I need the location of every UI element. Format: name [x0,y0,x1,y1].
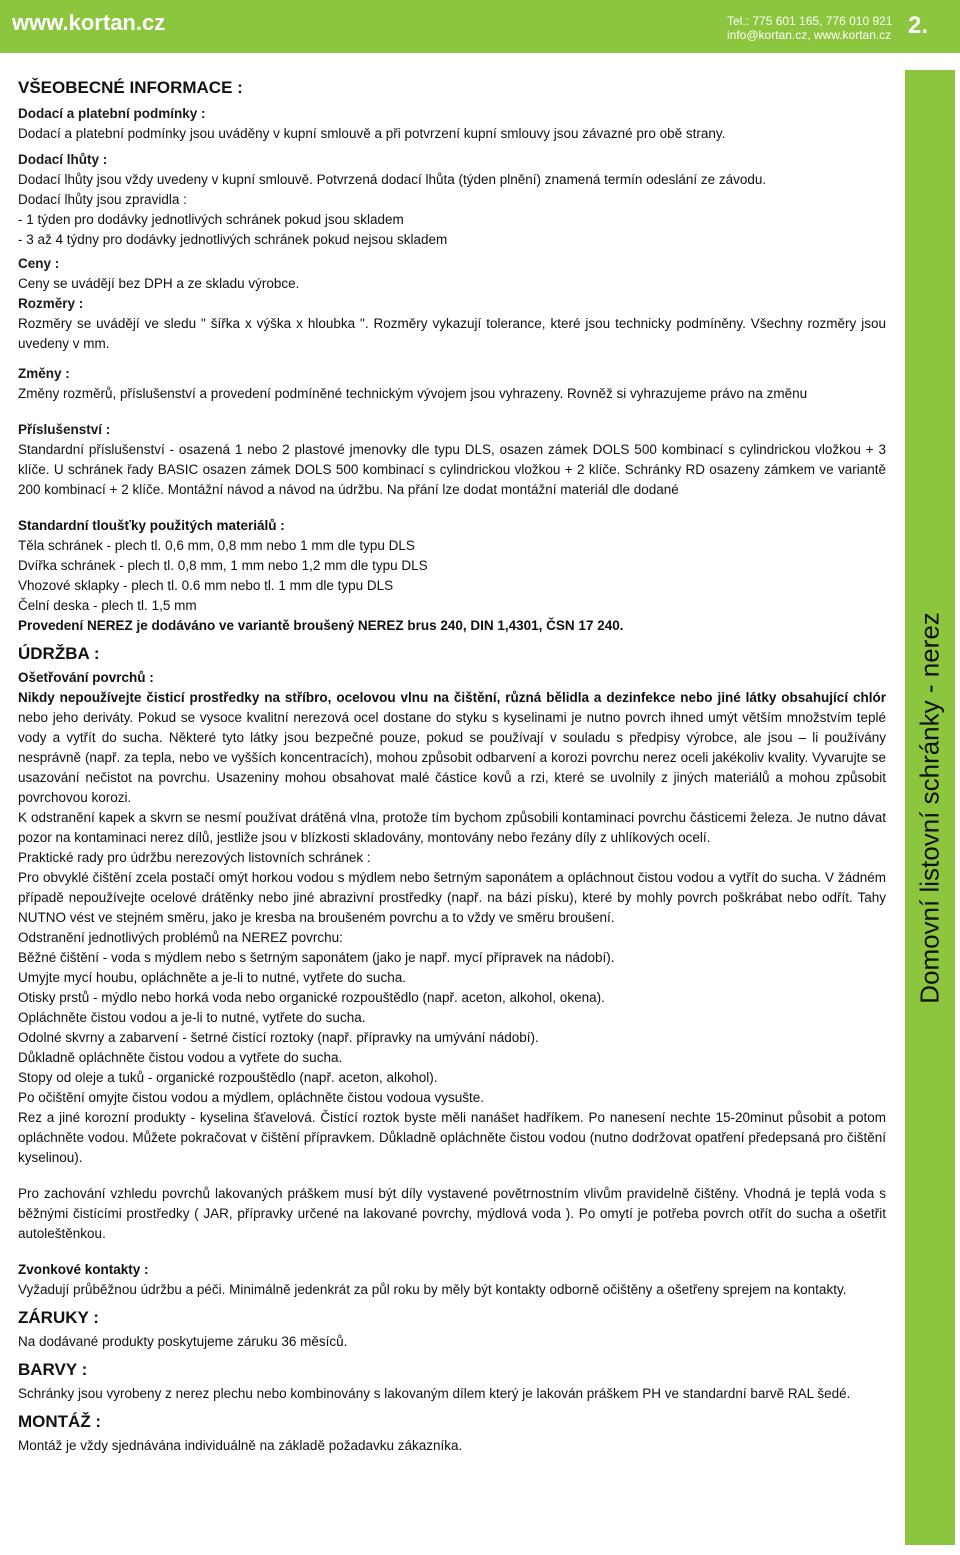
surface-body: nebo jeho deriváty. Pokud se vysoce kvalitní nerezová ocel dostane do styku s kyselinami je nutno povrch ihned umýt větším množstvím teplé vody a vytřít do sucha. Některé tyto látky jsou bezpečné pouze, pokud se používají v souladu s předpisy výrobce, ale jsou – li používány nesprávně (např. za tepla, nebo ve vyšších koncentracích), mohou způsobit odbarvení a korozi povrchu nerez oceli jakékoliv kvality. Vyvarujte se usazování nečistot na povrchu. Usazeniny mohou obsahovat malé částice kovů a rzi, které se uvolnily z jiných materiálů a mohou způsobit povrchovou korozi. [18,710,886,805]
material-line: Vhozové sklapky - plech tl. 0.6 mm nebo tl. 1 mm dle typu DLS [18,578,394,593]
materials-label: Standardní tloušťky použitých materiálů : [18,518,285,533]
tips-text: Pro obvyklé čištění zcela postačí omýt horkou vodou s mýdlem nebo šetrným saponátem a opláchnout čistou vodou a vytřít do sucha. V žádném případě nepoužívejte ocelové drátěnky nebo jiné abrazivní prostředky (např. na bázi písku), které by mohly povrch poškrábat nebo odřít. Tahy NUTNO vést ve stejném směru, jako je kresba na broušeném povrchu a to vždy ve směru broušení. [18,870,886,925]
problem-item: Po očištění omyjte čistou vodou a mýdlem, opláchněte čistou vodoua vysušte. [18,1090,485,1105]
rust-text: Rez a jiné korozní produkty - kyselina šťavelová. Čistící roztok byste měli nanášet hadříkem. Po nanesení nechte 15-20minut působit a potom opláchněte vodou. Můžete pokračovat v čištění přípravkem. Důkladně opláchněte čistou vodou (nutno dodržovat opatření předepsaná pro čištění kyselinou). [18,1110,886,1165]
colors-title: BARVY : [18,1360,88,1379]
surface-warning: Nikdy nepoužívejte čisticí prostředky na stříbro, ocelovou vlnu na čištění, různá bělidla a dezinfekce nebo jiné látky obsahující chlór [18,690,886,705]
material-line: Čelní deska - plech tl. 1,5 mm [18,598,197,613]
lead-time-label: Dodací lhůty : [18,152,108,167]
accessories-text: Standardní příslušenství - osazená 1 nebo 2 plastové jmenovky dle typu DLS, osazen zámek DOLS 500 kombinací s cylindrickou vložkou + 3 klíče. U schránek řady BASIC osazen zámek DOLS 500 kombinací s cylindrickou vložkou + 2 klíče. Schránky RD osazeny zámkem ve variantě 200 kombinací + 2 klíče. Montážní návod a návod na údržbu. Na přání lze dodat montážní materiál dle dodané [18,442,886,497]
changes-text: Změny rozměrů, příslušenství a provedení podmíněné technickým vývojem jsou vyhrazeny. Rovněž si vyhrazujeme právo na změnu [18,386,808,401]
warranty-title: ZÁRUKY : [18,1308,99,1327]
painted-surfaces-text: Pro zachování vzhledu povrchů lakovaných práškem musí být díly vystavené povětrnostním vlivům pravidelně čištěny. Vhodná je teplá voda s běžnými čistícími prostředky ( JAR, přípravky určené na lakované povrchy, mýdlová voda ). Po omytí je potřeba povrch otřít do sucha a ošetřit autoleštěnkou. [18,1186,886,1241]
material-line: Dvířka schránek - plech tl. 0,8 mm, 1 mm nebo 1,2 mm dle typu DLS [18,558,428,573]
problem-item: Otisky prstů - mýdlo nebo horká voda nebo organické rozpouštědlo (např. aceton, alkohol, okena). [18,990,605,1005]
contact-email-web[interactable]: info@kortan.cz, www.kortan.cz [727,28,892,42]
material-line: Těla schránek - plech tl. 0,6 mm, 0,8 mm nebo 1 mm dle typu DLS [18,538,415,553]
document-body [18,78,886,1456]
contact-phone: Tel.: 775 601 165, 776 010 921 [727,14,893,28]
side-band-title: Domovní listovní schránky - nerez [914,612,945,1004]
colors-text: Schránky jsou vyrobeny z nerez plechu nebo kombinovány s lakovaným dílem který je lakován práškem PH ve standardní barvě RAL šedé. [18,1386,851,1401]
problems-label: Odstranění jednotlivých problémů na NEREZ povrchu: [18,930,343,945]
problem-item: Běžné čištění - voda s mýdlem nebo s šetrným saponátem (jako je např. mycí přípravek na nádobí). [18,950,615,965]
tips-label: Praktické rady pro údržbu nerezových listovních schránek : [18,850,371,865]
prices-text: Ceny se uvádějí bez DPH a ze skladu výrobce. [18,276,300,291]
prices-label: Ceny : [18,256,60,271]
assembly-title: MONTÁŽ : [18,1412,102,1431]
lead-time-item: - 3 až 4 týdny pro dodávky jednotlivých schránek pokud nejsou skladem [18,232,448,247]
problem-item: Opláchněte čistou vodou a je-li to nutné, vytřete do sucha. [18,1010,366,1025]
dimensions-text: Rozměry se uvádějí ve sledu " šířka x výška x hloubka ". Rozměry vykazují tolerance, které jsou technicky podmíněny. Všechny rozměry jsou uvedeny v mm. [18,316,886,351]
lead-time-item: - 1 týden pro dodávky jednotlivých schránek pokud jsou skladem [18,212,404,227]
general-title: VŠEOBECNÉ INFORMACE : [18,78,243,97]
header-bar [0,0,960,53]
lead-time-text: Dodací lhůty jsou vždy uvedeny v kupní smlouvě. Potvrzená dodací lhůta (týden plnění) znamená termín odeslání ze závodu. [18,172,767,187]
stains-text: K odstranění kapek a skvrn se nesmí používat drátěná vlna, protože tím bychom způsobili kontaminaci povrchu částicemi železa. Je nutno dávat pozor na kontaminaci nerez dílů, jestliže jsou v blízkosti skladovány, montovány nebo řezány díly z uhlíkových ocelí. [18,810,886,845]
maintenance-title: ÚDRŽBA : [18,644,100,663]
problem-item: Umyjte mycí houbu, opláchněte a je-li to nutné, vytřete do sucha. [18,970,406,985]
warranty-text: Na dodávané produkty poskytujeme záruku 36 měsíců. [18,1334,348,1349]
nerez-line: Provedení NEREZ je dodáváno ve variantě broušený NEREZ brus 240, DIN 1,4301, ČSN 17 240. [18,618,624,633]
problem-item: Odolné skvrny a zabarvení - šetrné čistící roztoky (např. přípravky na umývání nádobí). [18,1030,539,1045]
bell-contacts-text: Vyžadují průběžnou údržbu a péči. Minimálně jedenkrát za půl roku by měly být kontakty odborně očištěny a ošetřeny sprejem na kontakty. [18,1282,847,1297]
problem-item: Stopy od oleje a tuků - organické rozpouštědlo (např. aceton, alkohol). [18,1070,438,1085]
lead-time-usual: Dodací lhůty jsou zpravidla : [18,192,187,207]
delivery-terms-label: Dodací a platební podmínky : [18,106,206,121]
delivery-terms-text: Dodací a platební podmínky jsou uváděny v kupní smlouvě a při potvrzení kupní smlouvy jsou závazné pro obě strany. [18,126,726,141]
site-url[interactable]: www.kortan.cz [12,10,166,35]
contact-info [727,14,892,42]
accessories-label: Příslušenství : [18,422,111,437]
changes-label: Změny : [18,366,70,381]
problem-item: Důkladně opláchněte čistou vodou a vytřete do sucha. [18,1050,343,1065]
dimensions-label: Rozměry : [18,296,84,311]
assembly-text: Montáž je vždy sjednávána individuálně na základě požadavku zákazníka. [18,1438,463,1453]
surface-text [18,688,886,808]
bell-contacts-label: Zvonkové kontakty : [18,1262,149,1277]
page-number: 2. [908,12,929,39]
surface-label: Ošetřování povrchů : [18,670,154,685]
